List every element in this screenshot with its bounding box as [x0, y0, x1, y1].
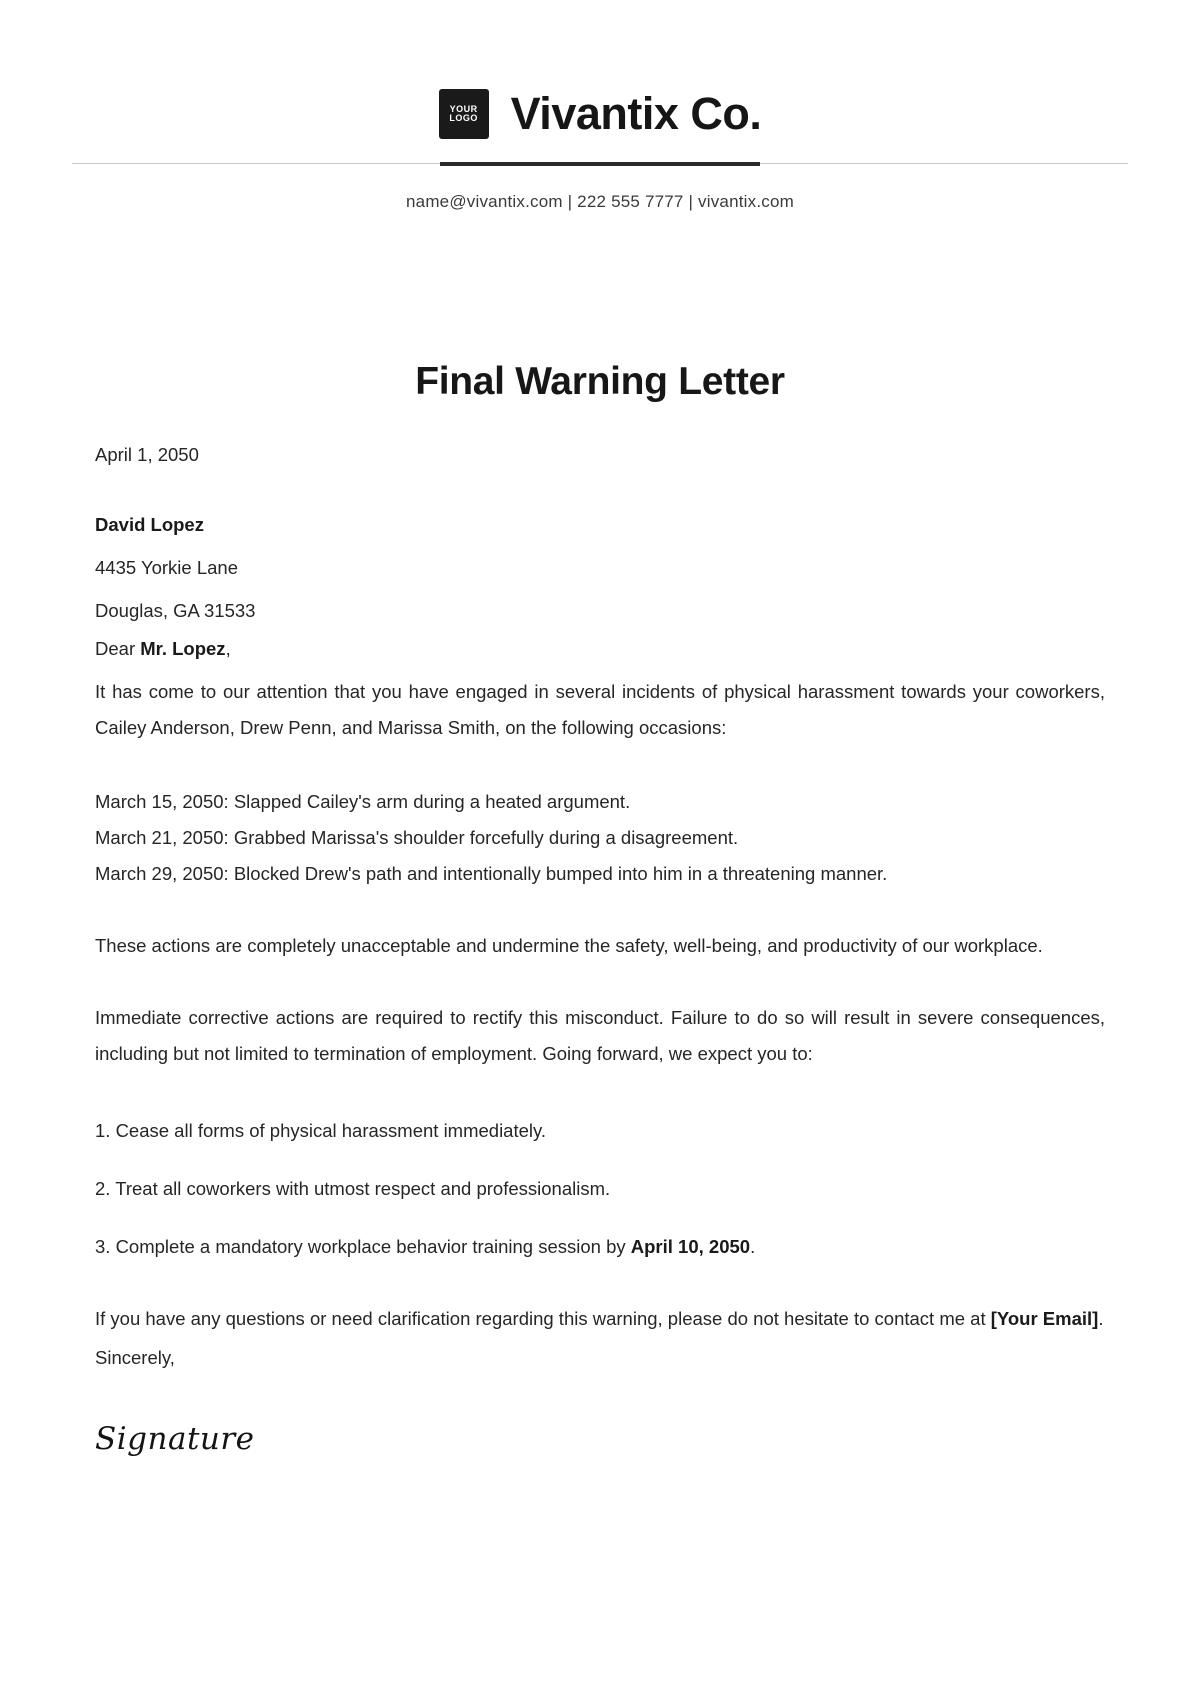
logo-line-1: YOUR — [449, 103, 478, 114]
expectation-1-text: 1. Cease all forms of physical harassment immediately. — [95, 1119, 547, 1141]
letterhead — [0, 0, 1200, 212]
closing-email-placeholder: [Your Email] — [990, 1307, 1099, 1329]
recipient-name: David Lopez — [95, 514, 204, 535]
recipient-address — [95, 514, 1105, 622]
brand-row — [0, 88, 1200, 140]
salutation-prefix: Dear — [95, 638, 141, 659]
expectation-3-text-after: . — [750, 1235, 756, 1257]
recipient-street: 4435 Yorkie Lane — [95, 557, 238, 578]
salutation-name: Mr. Lopez — [140, 638, 226, 659]
closing-text-before: If you have any questions or need clarification regarding this warning, please do not hesitate to contact me at — [95, 1307, 991, 1329]
expectation-item-2 — [95, 1171, 1105, 1207]
signature: Signature — [95, 1420, 255, 1457]
contact-info: name@vivantix.com | 222 555 7777 | vivantix.com — [406, 192, 794, 211]
expectation-2-text: 2. Treat all coworkers with utmost respect and professionalism. — [95, 1177, 611, 1199]
expectation-item-3 — [95, 1229, 1105, 1265]
divider-accent-bar — [440, 162, 760, 166]
intro-paragraph: It has come to our attention that you have engaged in several incidents of physical harassment towards your coworkers, Cailey Anderson, Drew Penn, and Marissa Smith, on the following occasions: — [95, 681, 1105, 739]
header-divider — [0, 162, 1200, 166]
letter-body — [0, 360, 1200, 1457]
sign-off: Sincerely, — [95, 1346, 175, 1368]
logo-line-2: LOGO — [449, 113, 478, 123]
unacceptable-paragraph: These actions are completely unacceptable and undermine the safety, well-being, and productivity of our workplace. — [95, 935, 1043, 957]
incident-item-1: March 15, 2050: Slapped Cailey's arm during a heated argument. — [95, 791, 631, 813]
closing-text-after: . — [1098, 1307, 1104, 1329]
letter-date: April 1, 2050 — [95, 444, 199, 465]
salutation-suffix: , — [225, 638, 231, 659]
corrective-paragraph: Immediate corrective actions are required to rectify this misconduct. Failure to do so will result in severe consequences, including but not limited to termination of employment. Going forward, we expect you to: — [95, 1007, 1105, 1065]
expectation-item-1 — [95, 1113, 1105, 1149]
recipient-city: Douglas, GA 31533 — [95, 600, 256, 621]
page-title: Final Warning Letter — [415, 360, 785, 403]
incident-item-2: March 21, 2050: Grabbed Marissa's shoulder forcefully during a disagreement. — [95, 827, 739, 849]
company-logo-icon — [439, 89, 489, 139]
closing-paragraph — [95, 1301, 1105, 1337]
expectation-3-text: 3. Complete a mandatory workplace behavior training session by — [95, 1235, 631, 1257]
company-name: Vivantix Co. — [510, 88, 762, 139]
incident-item-3: March 29, 2050: Blocked Drew's path and intentionally bumped into him in a threatening manner. — [95, 863, 888, 885]
salutation — [95, 638, 1105, 660]
expectation-3-deadline: April 10, 2050 — [630, 1235, 751, 1257]
